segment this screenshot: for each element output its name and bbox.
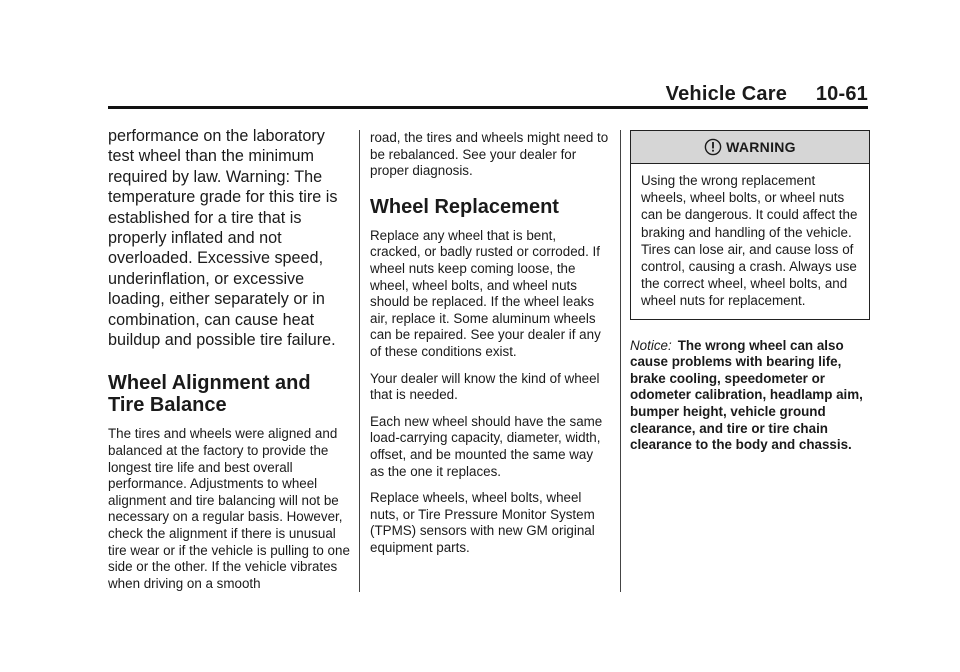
section-heading-alignment: Wheel Alignment and Tire Balance	[108, 372, 311, 417]
continued-paragraph: road, the tires and wheels might need to be rebalanced. See your dealer for proper diagnosis.	[370, 130, 609, 179]
warning-header	[631, 131, 869, 164]
warning-text: Using the wrong replacement wheels, wheel bolts, or wheel nuts can be dangerous. It could affect the braking and handling of the vehicle. Tires can lose air, and cause loss of control, causing a crash. Always use the correct wheel, wheel bolts, and wheel nuts for replacement.	[641, 173, 858, 309]
column-1	[108, 126, 350, 592]
replacement-paragraph: Each new wheel should have the same load-carrying capacity, diameter, width, offset, and be mounted the same way as the one it replaces.	[370, 413, 603, 479]
notice-paragraph	[630, 338, 870, 454]
notice-label: Notice:	[630, 337, 672, 353]
section-title: Vehicle Care	[665, 83, 788, 105]
warning-title: WARNING	[726, 139, 796, 155]
notice-text: The wrong wheel can also cause problems with bearing life, brake cooling, speedometer or odometer calibration, headlamp aim, bumper height, vehicle ground clearance, and tire or tire chain clearance to the body and chassis.	[630, 337, 863, 453]
replacement-paragraph: Your dealer will know the kind of wheel that is needed.	[370, 370, 600, 403]
page-header	[108, 84, 868, 104]
section-heading-replacement: Wheel Replacement	[370, 195, 559, 218]
lead-paragraph: performance on the laboratory test wheel than the minimum required by law. Warning: The temperature grade for this tire is established for a tire that is properly inflated and not overloaded. Excessive speed, underinflation, or excessive loading, either separately or in combination, can cause heat buildup and possible tire failure.	[108, 127, 338, 350]
column-divider-1	[359, 130, 360, 592]
alignment-paragraph: The tires and wheels were aligned and balanced at the factory to provide the longest tire life and best overall performance. Adjustments to wheel alignment and tire balancing will not be necessary on a regular basis. However, check the alignment if there is unusual tire wear or if the vehicle is pulling to one side or the other. If the vehicle vibrates when driving on a smooth	[108, 426, 350, 591]
replacement-paragraph: Replace any wheel that is bent, cracked, or badly rusted or corroded. If wheel nuts keep coming loose, the wheel, wheel bolts, and wheel nuts should be replaced. If the wheel leaks air, replace it. Some aluminum wheels can be repaired. See your dealer if any of these conditions exist.	[370, 227, 601, 359]
header-rule	[108, 106, 868, 109]
column-3	[630, 130, 870, 454]
header-title	[666, 84, 868, 104]
column-2	[370, 130, 610, 556]
page-number: 10-61	[815, 83, 868, 105]
warning-box	[630, 130, 870, 320]
replacement-paragraph: Replace wheels, wheel bolts, wheel nuts, or Tire Pressure Monitor System (TPMS) sensors with new GM original equipment parts.	[370, 490, 595, 555]
column-divider-2	[620, 130, 621, 592]
warning-icon	[704, 138, 722, 156]
